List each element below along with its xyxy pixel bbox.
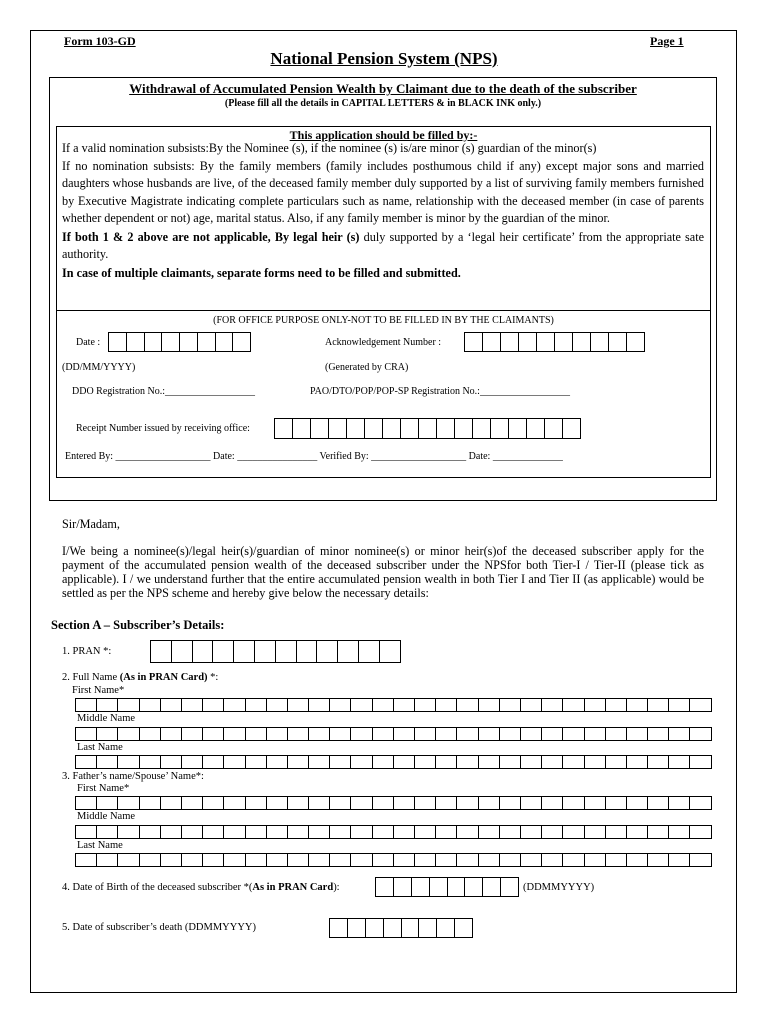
father-last-name-boxes[interactable] (75, 853, 712, 867)
char-box[interactable] (338, 640, 359, 663)
char-box[interactable] (483, 332, 501, 352)
char-box[interactable] (97, 755, 118, 769)
char-box[interactable] (329, 418, 347, 439)
char-box[interactable] (267, 698, 288, 712)
char-box[interactable] (591, 332, 609, 352)
char-box[interactable] (521, 755, 542, 769)
char-box[interactable] (351, 796, 372, 810)
char-box[interactable] (140, 825, 161, 839)
dob-format: (DDMMYYYY) (523, 882, 595, 893)
char-box[interactable] (419, 418, 437, 439)
eligibility-heading: This application should be filled by:- (289, 128, 478, 142)
char-box[interactable] (351, 825, 372, 839)
fullname-label (62, 672, 218, 683)
char-box[interactable] (330, 918, 348, 938)
char-box[interactable] (473, 418, 491, 439)
char-box[interactable] (521, 796, 542, 810)
char-box[interactable] (542, 796, 563, 810)
char-box[interactable] (521, 727, 542, 741)
salutation: Sir/Madam, (62, 517, 120, 531)
char-box[interactable] (402, 918, 420, 938)
char-box[interactable] (330, 727, 351, 741)
char-box[interactable] (669, 796, 690, 810)
char-box[interactable] (542, 755, 563, 769)
char-box[interactable] (521, 853, 542, 867)
char-box[interactable] (606, 853, 627, 867)
char-box[interactable] (585, 698, 606, 712)
receipt-number-boxes[interactable] (274, 418, 581, 439)
char-box[interactable] (542, 825, 563, 839)
dob-prefix: 4. Date of Birth of the deceased subscriber *( (62, 882, 253, 893)
char-box[interactable] (224, 698, 245, 712)
char-box[interactable] (383, 418, 401, 439)
char-box[interactable] (293, 418, 311, 439)
char-box[interactable] (224, 796, 245, 810)
char-box[interactable] (224, 825, 245, 839)
char-box[interactable] (648, 825, 669, 839)
char-box[interactable] (373, 796, 394, 810)
eligibility-line-1: If a valid nomination subsists:By the Nominee (s), if the nominee (s) is/are minor (s) guardian of the minor(s) (62, 141, 597, 155)
char-box[interactable] (76, 825, 97, 839)
char-box[interactable] (394, 727, 415, 741)
char-box[interactable] (465, 877, 483, 897)
char-box[interactable] (609, 332, 627, 352)
death-date-boxes[interactable] (329, 918, 473, 938)
char-box[interactable] (457, 853, 478, 867)
char-box[interactable] (330, 796, 351, 810)
char-box[interactable] (255, 640, 276, 663)
char-box[interactable] (182, 796, 203, 810)
char-box[interactable] (521, 698, 542, 712)
char-box[interactable] (669, 727, 690, 741)
char-box[interactable] (118, 825, 139, 839)
char-box[interactable] (373, 755, 394, 769)
char-box[interactable] (455, 918, 473, 938)
office-heading: (FOR OFFICE PURPOSE ONLY-NOT TO BE FILLED IN BY THE CLAIMANTS) (213, 315, 554, 326)
char-box[interactable] (288, 727, 309, 741)
char-box[interactable] (246, 698, 267, 712)
char-box[interactable] (127, 332, 145, 352)
father-first-name-label: First Name* (77, 783, 130, 794)
office-date-boxes[interactable] (108, 332, 251, 352)
ddo-registration: DDO Registration No.:__________________ (72, 386, 256, 397)
char-box[interactable] (161, 698, 182, 712)
char-box[interactable] (563, 825, 584, 839)
char-box[interactable] (140, 755, 161, 769)
char-box[interactable] (373, 698, 394, 712)
char-box[interactable] (330, 698, 351, 712)
char-box[interactable] (76, 853, 97, 867)
char-box[interactable] (394, 755, 415, 769)
char-box[interactable] (627, 698, 648, 712)
char-box[interactable] (585, 755, 606, 769)
char-box[interactable] (182, 755, 203, 769)
char-box[interactable] (401, 418, 419, 439)
char-box[interactable] (76, 698, 97, 712)
middle-name-boxes[interactable] (75, 727, 712, 741)
char-box[interactable] (585, 853, 606, 867)
char-box[interactable] (501, 877, 519, 897)
form-id: Form 103-GD (64, 34, 136, 48)
char-box[interactable] (457, 727, 478, 741)
char-box[interactable] (465, 332, 483, 352)
last-name-boxes[interactable] (75, 755, 712, 769)
char-box[interactable] (373, 727, 394, 741)
char-box[interactable] (246, 727, 267, 741)
char-box[interactable] (140, 853, 161, 867)
char-box[interactable] (224, 853, 245, 867)
receipt-label: Receipt Number issued by receiving office: (76, 423, 250, 434)
char-box[interactable] (563, 755, 584, 769)
char-box[interactable] (669, 755, 690, 769)
char-box[interactable] (288, 698, 309, 712)
char-box[interactable] (309, 727, 330, 741)
char-box[interactable] (309, 796, 330, 810)
first-name-boxes[interactable] (75, 698, 712, 712)
char-box[interactable] (483, 877, 501, 897)
char-box[interactable] (330, 853, 351, 867)
fullname-suffix: *: (207, 672, 219, 683)
char-box[interactable] (537, 332, 555, 352)
char-box[interactable] (501, 332, 519, 352)
char-box[interactable] (585, 727, 606, 741)
char-box[interactable] (457, 796, 478, 810)
dob-label (62, 882, 340, 893)
char-box[interactable] (563, 853, 584, 867)
father-first-name-boxes[interactable] (75, 796, 712, 810)
char-box[interactable] (161, 825, 182, 839)
char-box[interactable] (213, 640, 234, 663)
office-date-format: (DD/MM/YYYY) (62, 362, 136, 373)
eligibility-line-2: If no nomination subsists: By the family members (family includes posthumous child if any) except major sons and married daughters whose husbands are live, of the deceased family member duly supported by a list of surviving family members furnished by Executive Magistrate indicating complete particulars such as name, relationship with the deceased member (in case of parents whether dependent or not) age, marital status. Also, if any family member is minor by the guardian of the minor. (62, 158, 704, 225)
char-box[interactable] (394, 796, 415, 810)
char-box[interactable] (161, 853, 182, 867)
char-box[interactable] (309, 698, 330, 712)
char-box[interactable] (455, 418, 473, 439)
char-box[interactable] (288, 755, 309, 769)
char-box[interactable] (412, 877, 430, 897)
pao-registration: PAO/DTO/POP/POP-SP Registration No.:__________________ (310, 386, 570, 397)
char-box[interactable] (573, 332, 591, 352)
page-title: National Pension System (NPS) (270, 49, 498, 68)
char-box[interactable] (500, 796, 521, 810)
char-box[interactable] (76, 755, 97, 769)
char-box[interactable] (479, 853, 500, 867)
char-box[interactable] (309, 825, 330, 839)
char-box[interactable] (267, 755, 288, 769)
char-box[interactable] (366, 918, 384, 938)
char-box[interactable] (97, 698, 118, 712)
char-box[interactable] (457, 755, 478, 769)
dob-boxes[interactable] (375, 877, 519, 897)
char-box[interactable] (415, 796, 436, 810)
char-box[interactable] (542, 853, 563, 867)
char-box[interactable] (145, 332, 163, 352)
char-box[interactable] (448, 877, 466, 897)
pran-label: 1. PRAN *: (62, 646, 112, 657)
last-name-label: Last Name (77, 742, 123, 753)
char-box[interactable] (542, 698, 563, 712)
eligibility-line-3 (62, 229, 704, 264)
char-box[interactable] (479, 727, 500, 741)
char-box[interactable] (140, 796, 161, 810)
char-box[interactable] (267, 853, 288, 867)
eligibility-line-3-rest: duly supported by a ‘legal heir certificate’ from the appropriate sate authority. (62, 229, 705, 261)
char-box[interactable] (76, 796, 97, 810)
char-box[interactable] (180, 332, 198, 352)
char-box[interactable] (419, 918, 437, 938)
char-box[interactable] (373, 853, 394, 867)
char-box[interactable] (118, 853, 139, 867)
char-box[interactable] (203, 825, 224, 839)
char-box[interactable] (500, 698, 521, 712)
char-box[interactable] (690, 727, 711, 741)
eligibility-line-4: In case of multiple claimants, separate forms need to be filled and submitted. (62, 265, 461, 280)
form-subtitle: Withdrawal of Accumulated Pension Wealth by Claimant due to the death of the subscriber (129, 81, 637, 96)
char-box[interactable] (606, 698, 627, 712)
char-box[interactable] (198, 332, 216, 352)
middle-name-label: Middle Name (77, 713, 136, 724)
char-box[interactable] (457, 698, 478, 712)
char-box[interactable] (500, 853, 521, 867)
eligibility-line-3-bold: If both 1 & 2 above are not applicable, By legal heir (s) (62, 229, 360, 244)
char-box[interactable] (193, 640, 214, 663)
char-box[interactable] (109, 332, 127, 352)
char-box[interactable] (521, 825, 542, 839)
char-box[interactable] (182, 825, 203, 839)
char-box[interactable] (216, 332, 234, 352)
char-box[interactable] (545, 418, 563, 439)
char-box[interactable] (648, 698, 669, 712)
char-box[interactable] (351, 755, 372, 769)
letter-body: I/We being a nominee(s)/legal heir(s)/guardian of minor nominee(s) or minor heir(s)of the deceased subscriber apply for the payment of the accumulated pension wealth of the deceased subscriber under the NPSfor both Tier-I / Tier-II (please tick as applicable). I / we understand further that the entire accumulated pension wealth in both Tier I and Tier II (as applicable) would be settled as per the NPS scheme and hereby give below the necessary details: (62, 544, 704, 600)
char-box[interactable] (359, 640, 380, 663)
char-box[interactable] (203, 853, 224, 867)
char-box[interactable] (648, 796, 669, 810)
char-box[interactable] (627, 755, 648, 769)
char-box[interactable] (500, 825, 521, 839)
char-box[interactable] (394, 853, 415, 867)
char-box[interactable] (246, 755, 267, 769)
char-box[interactable] (351, 853, 372, 867)
char-box[interactable] (606, 825, 627, 839)
char-box[interactable] (436, 796, 457, 810)
char-box[interactable] (246, 796, 267, 810)
char-box[interactable] (415, 698, 436, 712)
father-last-name-label: Last Name (77, 840, 123, 851)
char-box[interactable] (140, 698, 161, 712)
fullname-bold: (As in PRAN Card) (119, 672, 208, 683)
char-box[interactable] (527, 418, 545, 439)
char-box[interactable] (365, 418, 383, 439)
char-box[interactable] (690, 825, 711, 839)
char-box[interactable] (500, 727, 521, 741)
father-middle-name-boxes[interactable] (75, 825, 712, 839)
char-box[interactable] (288, 825, 309, 839)
char-box[interactable] (585, 796, 606, 810)
char-box[interactable] (161, 755, 182, 769)
char-box[interactable] (519, 332, 537, 352)
office-divider (56, 310, 711, 311)
char-box[interactable] (436, 755, 457, 769)
char-box[interactable] (246, 853, 267, 867)
char-box[interactable] (436, 727, 457, 741)
ack-label: Acknowledgement Number : (325, 337, 442, 348)
char-box[interactable] (376, 877, 394, 897)
char-box[interactable] (415, 755, 436, 769)
ack-note: (Generated by CRA) (325, 362, 409, 373)
char-box[interactable] (563, 418, 581, 439)
char-box[interactable] (542, 727, 563, 741)
char-box[interactable] (648, 755, 669, 769)
pran-boxes[interactable] (150, 640, 401, 663)
char-box[interactable] (437, 918, 455, 938)
char-box[interactable] (203, 796, 224, 810)
char-box[interactable] (606, 796, 627, 810)
char-box[interactable] (182, 727, 203, 741)
char-box[interactable] (479, 755, 500, 769)
char-box[interactable] (118, 796, 139, 810)
char-box[interactable] (275, 418, 293, 439)
char-box[interactable] (118, 698, 139, 712)
char-box[interactable] (491, 418, 509, 439)
char-box[interactable] (246, 825, 267, 839)
char-box[interactable] (151, 640, 172, 663)
char-box[interactable] (669, 853, 690, 867)
dob-suffix: ): (333, 882, 340, 893)
char-box[interactable] (97, 796, 118, 810)
entered-verified-line: Entered By: ___________________ Date: ________________ Verified By: ___________________ Date: ______________ (65, 451, 563, 462)
char-box[interactable] (203, 755, 224, 769)
char-box[interactable] (97, 727, 118, 741)
char-box[interactable] (563, 698, 584, 712)
char-box[interactable] (182, 853, 203, 867)
char-box[interactable] (234, 640, 255, 663)
char-box[interactable] (297, 640, 318, 663)
char-box[interactable] (224, 755, 245, 769)
char-box[interactable] (555, 332, 573, 352)
char-box[interactable] (436, 825, 457, 839)
char-box[interactable] (690, 796, 711, 810)
char-box[interactable] (648, 853, 669, 867)
char-box[interactable] (118, 755, 139, 769)
char-box[interactable] (330, 755, 351, 769)
char-box[interactable] (627, 796, 648, 810)
char-box[interactable] (500, 755, 521, 769)
char-box[interactable] (436, 698, 457, 712)
char-box[interactable] (690, 698, 711, 712)
char-box[interactable] (267, 825, 288, 839)
page-number: Page 1 (650, 34, 684, 48)
father-middle-name-label: Middle Name (77, 811, 136, 822)
char-box[interactable] (690, 755, 711, 769)
char-box[interactable] (203, 727, 224, 741)
char-box[interactable] (509, 418, 527, 439)
char-box[interactable] (380, 640, 401, 663)
char-box[interactable] (276, 640, 297, 663)
char-box[interactable] (627, 727, 648, 741)
char-box[interactable] (384, 918, 402, 938)
char-box[interactable] (172, 640, 193, 663)
char-box[interactable] (437, 418, 455, 439)
char-box[interactable] (394, 825, 415, 839)
char-box[interactable] (311, 418, 329, 439)
char-box[interactable] (97, 825, 118, 839)
char-box[interactable] (415, 825, 436, 839)
ack-number-boxes[interactable] (464, 332, 645, 352)
fullname-prefix: 2. Full Name (62, 672, 120, 683)
char-box[interactable] (394, 877, 412, 897)
char-box[interactable] (606, 755, 627, 769)
char-box[interactable] (479, 698, 500, 712)
char-box[interactable] (161, 796, 182, 810)
eligibility-text (62, 140, 704, 282)
char-box[interactable] (563, 727, 584, 741)
first-name-label: First Name* (72, 685, 125, 696)
char-box[interactable] (430, 877, 448, 897)
char-box[interactable] (415, 853, 436, 867)
char-box[interactable] (203, 698, 224, 712)
char-box[interactable] (288, 853, 309, 867)
char-box[interactable] (97, 853, 118, 867)
dob-bold: As in PRAN Card (252, 882, 334, 893)
char-box[interactable] (457, 825, 478, 839)
char-box[interactable] (118, 727, 139, 741)
father-spouse-label: 3. Father’s name/Spouse’ Name*: (62, 771, 204, 782)
char-box[interactable] (690, 853, 711, 867)
char-box[interactable] (351, 698, 372, 712)
char-box[interactable] (288, 796, 309, 810)
char-box[interactable] (669, 825, 690, 839)
instruction-note: (Please fill all the details in CAPITAL LETTERS & in BLACK INK only.) (224, 98, 542, 109)
death-date-label: 5. Date of subscriber’s death (DDMMYYYY) (62, 922, 257, 933)
char-box[interactable] (224, 727, 245, 741)
char-box[interactable] (351, 727, 372, 741)
office-date-label: Date : (76, 337, 101, 348)
char-box[interactable] (162, 332, 180, 352)
char-box[interactable] (394, 698, 415, 712)
char-box[interactable] (347, 418, 365, 439)
char-box[interactable] (317, 640, 338, 663)
char-box[interactable] (309, 853, 330, 867)
char-box[interactable] (233, 332, 251, 352)
char-box[interactable] (309, 755, 330, 769)
char-box[interactable] (669, 698, 690, 712)
char-box[interactable] (348, 918, 366, 938)
char-box[interactable] (627, 853, 648, 867)
char-box[interactable] (479, 796, 500, 810)
char-box[interactable] (479, 825, 500, 839)
char-box[interactable] (267, 796, 288, 810)
char-box[interactable] (436, 853, 457, 867)
char-box[interactable] (373, 825, 394, 839)
char-box[interactable] (585, 825, 606, 839)
char-box[interactable] (182, 698, 203, 712)
char-box[interactable] (76, 727, 97, 741)
section-a-heading: Section A – Subscriber’s Details: (51, 618, 225, 632)
char-box[interactable] (161, 727, 182, 741)
char-box[interactable] (140, 727, 161, 741)
char-box[interactable] (606, 727, 627, 741)
char-box[interactable] (267, 727, 288, 741)
char-box[interactable] (563, 796, 584, 810)
char-box[interactable] (415, 727, 436, 741)
char-box[interactable] (648, 727, 669, 741)
char-box[interactable] (627, 332, 645, 352)
char-box[interactable] (627, 825, 648, 839)
char-box[interactable] (330, 825, 351, 839)
